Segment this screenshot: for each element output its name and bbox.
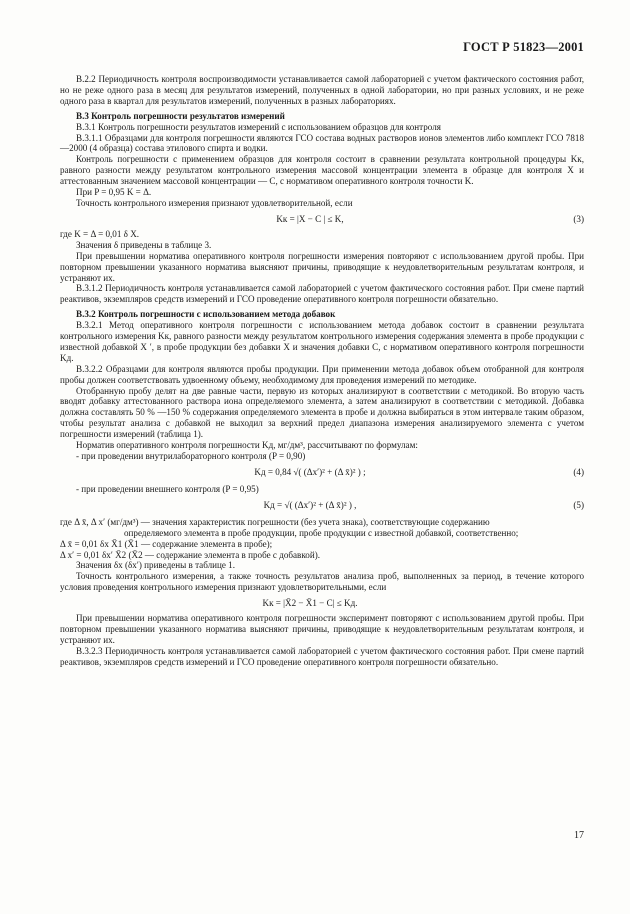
paragraph: В.3.2.2 Образцами для контроля являются пробы продукции. При применении метода добавок объем отобранной для контроля пробы должен соответствовать удвоенному объему, необходимому для проведения измерений по методике. — [60, 363, 584, 385]
paragraph: Δ x̄ = 0,01 δх X̄1 (X̄1 — содержание элемента в пробе); — [60, 538, 273, 549]
paragraph: В.2.2 Периодичность контроля воспроизводимости устанавливается самой лабораторией с учетом фактического состояния работ, но не реже одного раза в месяц для результатов измерений, полученных в одной лаборатории, но при разных условиях, и не реже одного раза в квартал для результатов измерений, полученных в разных лабораториях. — [60, 74, 584, 106]
formula — [60, 464, 584, 484]
formula-number: (4) — [573, 466, 584, 477]
paragraph: В.3.1.1 Образцами для контроля погрешности являются ГСО состава водных растворов ионов элементов либо комплект ГСО 7818—2000 (4 образца) состава этилового спирта и водки. — [60, 132, 584, 154]
paragraph: где K = Δ = 0,01 δ X. — [60, 228, 140, 239]
section-heading: В.3.2 Контроль погрешности с использованием метода добавок — [76, 309, 336, 320]
page-number: 17 — [574, 830, 584, 841]
paragraph: Отобранную пробу делят на две равные части, первую из которых анализируют в соответствии с методикой. Во вторую часть вводят добавку аттестованного раствора иона определяемого элемента, а затем анализируют в соответствии с методикой. Добавка должна составлять 50 % —150 % содержания определяемого элемента в пробе и должна выбираться в этом интервале таким образом, чтобы результат анализа с добавкой не выходил за верхний предел диапазона измерения анализируемого элемента с учетом погрешности измерений (таблица 1). — [60, 385, 584, 440]
document-body — [60, 74, 584, 668]
paragraph: В.3.1.2 Периодичность контроля устанавливается самой лабораторией с учетом фактического состояния работ. При смене партий реактивов, экземпляров средств измерений и ГСО проведение оперативного контроля погрешности обязательно. — [60, 283, 584, 305]
paragraph: определяемого элемента в пробе продукции, пробе продукции с известной добавкой, соответственно; — [124, 527, 519, 538]
formula-expression: Kд = 0,84 √( (Δx′)² + (Δ x̄)² ) ; — [254, 466, 366, 477]
paragraph: - при проведении внешнего контроля (P = 0,95) — [76, 483, 259, 494]
paragraph: В.3.2.3 Периодичность контроля устанавливается самой лабораторией с учетом фактического состояния работ. При смене партий реактивов, экземпляров средств измерений и ГСО проведение оперативного контроля погрешности обязательно. — [60, 645, 584, 667]
formula-expression: Kд = √( (Δx′)² + (Δ x̄)² ) , — [263, 499, 357, 510]
paragraph: Норматив оперативного контроля погрешности Kд, мг/дм³, рассчитывают по формулам: — [76, 440, 418, 451]
paragraph: Значения δ приведены в таблице 3. — [76, 239, 212, 250]
formula-number: (3) — [573, 213, 584, 224]
paragraph: - при проведении внутрилабораторного контроля (P = 0,90) — [76, 451, 306, 461]
paragraph: Значения δх (δх′) приведены в таблице 1. — [76, 560, 235, 571]
formula — [60, 595, 584, 613]
paragraph: Δ x′ = 0,01 δх′ X̄2 (X̄2 — содержание элемента в пробе с добавкой). — [60, 549, 320, 560]
paragraph: В.3.1 Контроль погрешности результатов измерений с использованием образцов для контроля — [76, 121, 441, 132]
formula-expression: Kк = |X − C | ≤ K, — [276, 213, 344, 224]
paragraph: где Δ x̄, Δ x′ (мг/дм³) — значения характеристик погрешности (без учета знака), соответствующие содержанию — [60, 516, 490, 527]
paragraph: При превышении норматива оперативного контроля погрешности эксперимент повторяют с использованием другой пробы. При повторном превышении указанного норматива выясняют причины, приводящие к неудовлетворительным результатам контроля, и устраняют их. — [60, 613, 584, 645]
section-heading: В.3 Контроль погрешности результатов измерений — [76, 110, 285, 121]
paragraph: При превышении норматива оперативного контроля погрешности измерения повторяют с использованием другой пробы. При повторном превышении указанного норматива выясняют причины, приводящие к неудовлетворительным результатам контроля, и устраняют их. — [60, 250, 584, 283]
document-header: ГОСТ Р 51823—2001 — [463, 40, 584, 54]
paragraph: При P = 0,95 K = Δ. — [76, 187, 152, 198]
paragraph: Контроль погрешности с применением образцов для контроля состоит в сравнении результата контрольной процедуры Kк, равного разности между результатом контрольного измерения массовой концентрации элемента в образце для контроля X и аттестованным значением массовой концентрации — С, с нормативом оперативного контроля точности K. — [60, 154, 584, 187]
paragraph: Точность контрольного измерения признают удовлетворительной, если — [76, 197, 353, 208]
formula — [60, 497, 584, 517]
paragraph: Точность контрольного измерения, а также точность результатов анализа проб, выполненных за период, в течение которого условия проведения контрольного измерения признают удовлетворительными, если — [60, 571, 584, 593]
formula-expression: Kк = |X̄2 − X̄1 − C| ≤ Kд. — [262, 598, 358, 609]
formula-number: (5) — [573, 499, 584, 510]
formula — [60, 211, 584, 229]
paragraph: В.3.2.1 Метод оперативного контроля погрешности с использованием метода добавок состоит в сравнении результата контрольного измерения Kк, равного разности между результатом контрольного измерения содержания элемента в пробе продукции с известной добавкой X ′, в пробе продукции без добавки X и значения добавки С, с нормативом оперативного контроля погрешности Kд. — [60, 320, 584, 363]
